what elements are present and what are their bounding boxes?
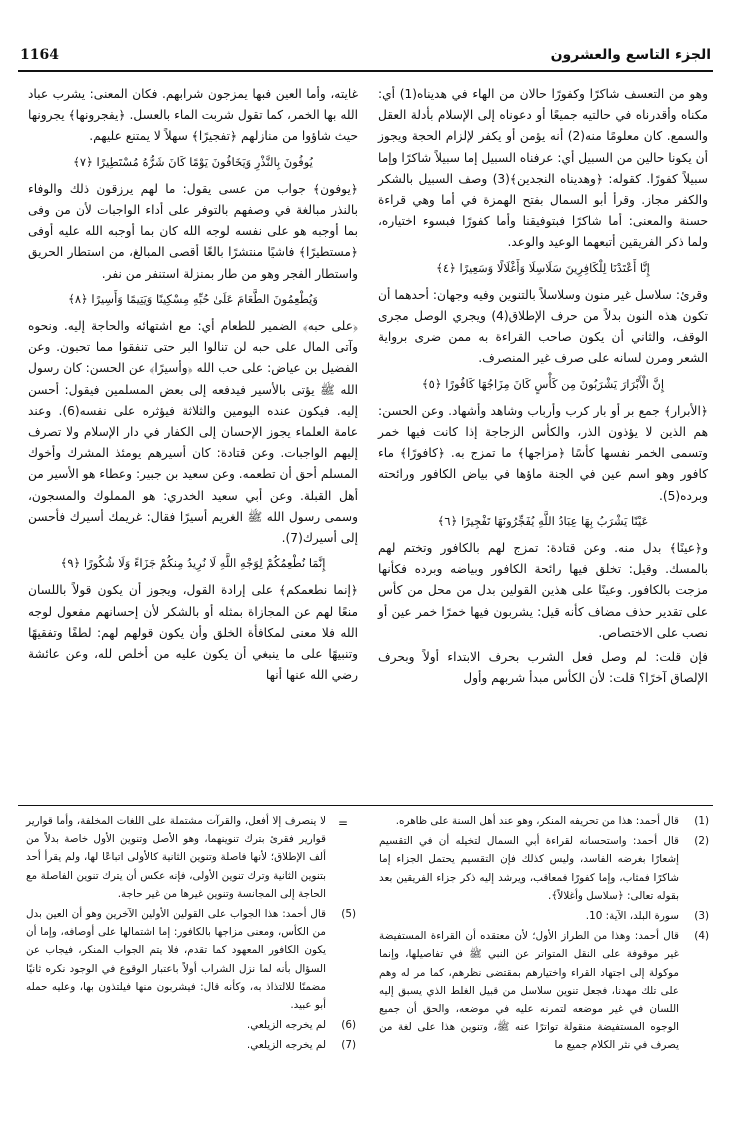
footnote-text: قال أحمد: واستحسانه لقراءة أبي السمال لتخيله أن في التقسيم إشعارًا بغرضه الفاسد، وليس كذلك فإن التقسيم يحتمل الجزاء إما شاكرًا فمثاب، وإما كفورًا فمعاقب، ويرشد إليه ذكر جزاء الفريقين بعد بقوله تعالى: ﴿سلاسل وأغلالاً﴾. <box>379 835 679 902</box>
quran-verse: إِنَّا أَعْتَدْنَا لِلْكَافِرِينَ سَلَاسِلَا وَأَغْلَالًا وَسَعِيرًا ﴿٤﴾ <box>436 260 650 275</box>
footnote <box>379 907 709 925</box>
quran-verse: إِنَّ الْأَبْرَارَ يَشْرَبُونَ مِن كَأْسٍ كَانَ مِزَاجُهَا كَافُورًا ﴿٥﴾ <box>421 376 665 391</box>
running-header <box>20 47 711 69</box>
footnote-continuation <box>26 812 356 903</box>
quran-verse: يُوفُونَ بِالنَّذْرِ وَيَخَافُونَ يَوْمًا كَانَ شَرُّهُ مُسْتَطِيرًا ﴿٧﴾ <box>73 154 313 169</box>
footnote <box>26 905 356 1014</box>
footnote-separator <box>18 805 713 806</box>
footnote-text: لم يخرجه الزيلعي. <box>246 1019 326 1032</box>
paragraph: فإن قلت: لم وصل فعل الشرب بحرف الابتداء أولاً وبحرف الإلصاق آخرًا؟ قلت: لأن الكأس مبدأ شربهم وأول <box>378 650 708 686</box>
quran-verse: إِنَّمَا نُطْعِمُكُمْ لِوَجْهِ اللَّهِ لَا نُرِيدُ مِنكُمْ جَزَاءً وَلَا شُكُورًا ﴿٩﴾ <box>60 556 326 571</box>
main-column-right <box>378 84 708 692</box>
paragraph: ﴿الأبرار﴾ جمع بر أو بار كرب وأرباب وشاهد وأشهاد. وعن الحسن: هم الذين لا يؤذون الذر، والكأس الزجاجة إذا كانت فيها خمر وتسمى الخمر نفسها كأسًا ﴿مزاجها﴾ ما تمزج به. ﴿كافورًا﴾ ماء كافور وهو اسم عين في الجنة ماؤها في بياض الكافور ورائحته وبرده(5). <box>378 403 708 503</box>
footnote-number: (6) <box>341 1019 356 1032</box>
header-rule <box>18 70 713 72</box>
footnote-text: سورة البلد، الآية: 10. <box>585 910 679 923</box>
footnote-text: لا ينصرف إلا أفعل، والقرآت مشتملة على اللغات المخلفة، وأما قوارير قوارير فقرئ بترك تنوينهما، وهو الأصل وتنوين الأول خاصة بدلاً من ألف الإطلاق؛ لأنها فاصلة وتنوين الثانية كالأولى اتباعًا لها، ولم يقرأ أحد بتنوين الثانية وترك تنوين الأولى، فإنه عكس أن يترك تنوين الفاصلة مع الحاجة إلى المجانسة وتنوين غيرها من غير حاجة. <box>26 815 326 900</box>
paragraph: و﴿عينًا﴾ بدل منه. وعن قتادة: تمزج لهم بالكافور وتختم لهم بالمسك. وقيل: تخلق فيها رائحة الكافور وبياضه وبرده فكأنها مزجت بالكافور. وعينًا على هذين القولين بدل من محل من كأس على تقدير حذف مضاف كأنه قيل: يشربون فيها خمرًا خمر عين أو نصب على الاختصاص. <box>378 541 708 640</box>
quran-verse: وَيُطْعِمُونَ الطَّعَامَ عَلَىٰ حُبِّهِ مِسْكِينًا وَيَتِيمًا وَأَسِيرًا ﴿٨﴾ <box>68 291 318 306</box>
footnote-text: قال أحمد: وهذا من الطراز الأول؛ لأن معتقده أن القراءة المستفيضة غير موقوفة على النقل المتواتر عن النبي ﷺ في تفاصيلها، وإنما موكولة إلى اجتهاد القراء واختيارهم بمقتضى نظرهم، كما مر له وهم على تلك مهدنا، فجعل تنوين سلاسل من قبيل الغلط الذي يسبق إليه اللسان في غير موضعه لتمرنه عليه في موضعه، والحق أن جميع الوجوه المستفيضة منقولة تواترًا عنه ﷺ، وتنوين هذا على لغة من يصرف في نثر الكلام جميع ما <box>379 930 679 1052</box>
footnote <box>379 927 709 1054</box>
continuation-mark: = <box>338 816 349 830</box>
footnote-text: لم يخرجه الزيلعي. <box>246 1039 326 1052</box>
paragraph: ﴿يوفون﴾ جواب من عسى يقول: ما لهم يرزقون ذلك والوفاء بالنذر مبالغة في وصفهم بالتوفر على أداء الواجبات لأن من وفى بما أوجبه هو على نفسه لوجه الله كان بما أوجبه الله عليه أوفى ﴿مستطيرًا﴾ فاشيًا منتشرًا بالغًا أقصى المبالغ، من استطار الحريق واستطار الفجر وهو من طار بمنزلة استنفر من نفر. <box>28 181 358 281</box>
footnote-number <box>326 812 356 903</box>
paragraph: غايته، وأما العين فبها يمزجون شرابهم. فكان المعنى: يشرب عباد الله بها الخمر، كما تقول شربت الماء بالعسل. ﴿يفجرونها﴾ يجرونها حيث شاؤوا من منازلهم ﴿تفجيرًا﴾ سهلاً لا يمتنع عليهم. <box>28 87 358 144</box>
page-number: 1164 <box>20 47 59 63</box>
footnote-number: (2) <box>694 835 709 848</box>
footnote-number: (5) <box>341 908 356 921</box>
footnotes-left <box>26 812 356 1057</box>
footnote <box>379 832 709 905</box>
footnote <box>26 1016 356 1034</box>
footnote-text: قال أحمد: هذا من تحريفه المنكر، وهو عند أهل السنة على ظاهره. <box>395 815 679 827</box>
paragraph: ﴿إنما نطعمكم﴾ على إرادة القول، ويجوز أن يكون قولاً باللسان منعًا لهم عن المجازاة بمثله أو بالشكر لأن إحسانهم مفعول لوجه الله فلا معنى لمكافأة الخلق وأن يكون قولهم لهم: لطفًا وتفقيهًا وتنبيهًا على ما ينبغي أن يكون عليه من أخلص لله، وعن عائشة رضي الله عنها أنها <box>28 583 358 683</box>
footnote-text: قال أحمد: هذا الجواب على القولين الأولين الآخرين وهو أن العين بدل من الكأس، ومعنى مزاجها بالكافور: إما اشتمالها على أوصافه، وإما أن يكون الكافور المعهود كما تقدم، فلا يتم الجواب المنكر، فيجاب عن السؤال بأنه لما نزل الشراب أولاً باعتبار الوقوع في الوجود نكره ثانيًا مضمنًا للالتذاذ به، وكأنه قال: فيشربون منها فيلتذون بها، وعليه حمله أبو عبيد. <box>26 908 326 1012</box>
quran-verse: عَيْنًا يَشْرَبُ بِهَا عِبَادُ اللَّهِ يُفَجِّرُونَهَا تَفْجِيرًا ﴿٦﴾ <box>437 513 649 528</box>
paragraph: وقرئ: سلاسل غير منون وسلاسلاً بالتنوين وفيه وجهان: أحدهما أن تكون هذه النون بدلاً من حرف الإطلاق(4) ويجري الوصل مجرى الوقف، والثاني أن يكون صاحب القراءة به ممن ضرى برواية الشعر ومرن لسانه على صرف غير المنصرف. <box>378 287 708 366</box>
footnote <box>26 1036 356 1054</box>
footnote-number: (1) <box>694 815 709 827</box>
footnote-number: (7) <box>341 1039 356 1052</box>
part-title: الجزء التاسع والعشرون <box>550 47 711 63</box>
footnote-number: (3) <box>694 910 709 923</box>
footnote <box>379 812 709 830</box>
main-column-left <box>28 84 358 689</box>
footnotes-right <box>379 812 709 1057</box>
paragraph: وهو من التعسف شاكرًا وكفورًا حالان من الهاء في هديناه(1) أي: مكناه وأقدرناه في حالتيه جميعًا أو دعوناه إلى الإسلام بأدلة العقل والسمع. كان معلومًا منه(2) أنه يؤمن أو يكفر لإلزام الحجة ويجوز أن يكونا حالين من السبيل أي: عرفناه السبيل إما سبيلاً شاكرًا وإما سبيلاً كفورًا. كقوله: ﴿وهديناه النجدين﴾(3) وصف السبيل بالشكر والكفر مجاز. وقرأ أبو السمال بفتح الهمزة في أما وهي قراءة حسنة والمعنى: أما شاكرًا فبتوفيقنا وأما كفورًا فبسوء اختياره، ولما ذكر الفريقين أتبعهما الوعيد والوعد. <box>378 87 709 250</box>
footnote-number: (4) <box>694 930 709 943</box>
paragraph: ﴿على حبه﴾ الضمير للطعام أي: مع اشتهائه والحاجة إليه. ونحوه وآتى المال على حبه لن تنالوا البر حتى تنفقوا مما تحبون. وعن الفضيل بن عياض: على حب الله ﴿وأسيرًا﴾ عن الحسن: كان رسول الله ﷺ يؤتى بالأسير فيدفعه إلى بعض المسلمين فيقول: أحسن إليه. فيكون عنده اليومين والثلاثة فيؤثره على نفسه(6). وعند عامة العلماء يجوز الإحسان إلى الكفار في دار الإسلام ولا تصرف إليهم الواجبات. وعن قتادة: كان أسيرهم يومئذ المشرك وأخوك المسلم أحق أن تطعمه. وعن سعيد بن جبير: وعطاء هو الأسير من أهل القبلة. وعن أبي سعيد الخدري: هو المملوك والمسجون، وسمى رسول الله ﷺ الغريم أسيرًا فقال: غريمك أسيرك فأحسن إلى أسيرك(7). <box>28 319 358 546</box>
